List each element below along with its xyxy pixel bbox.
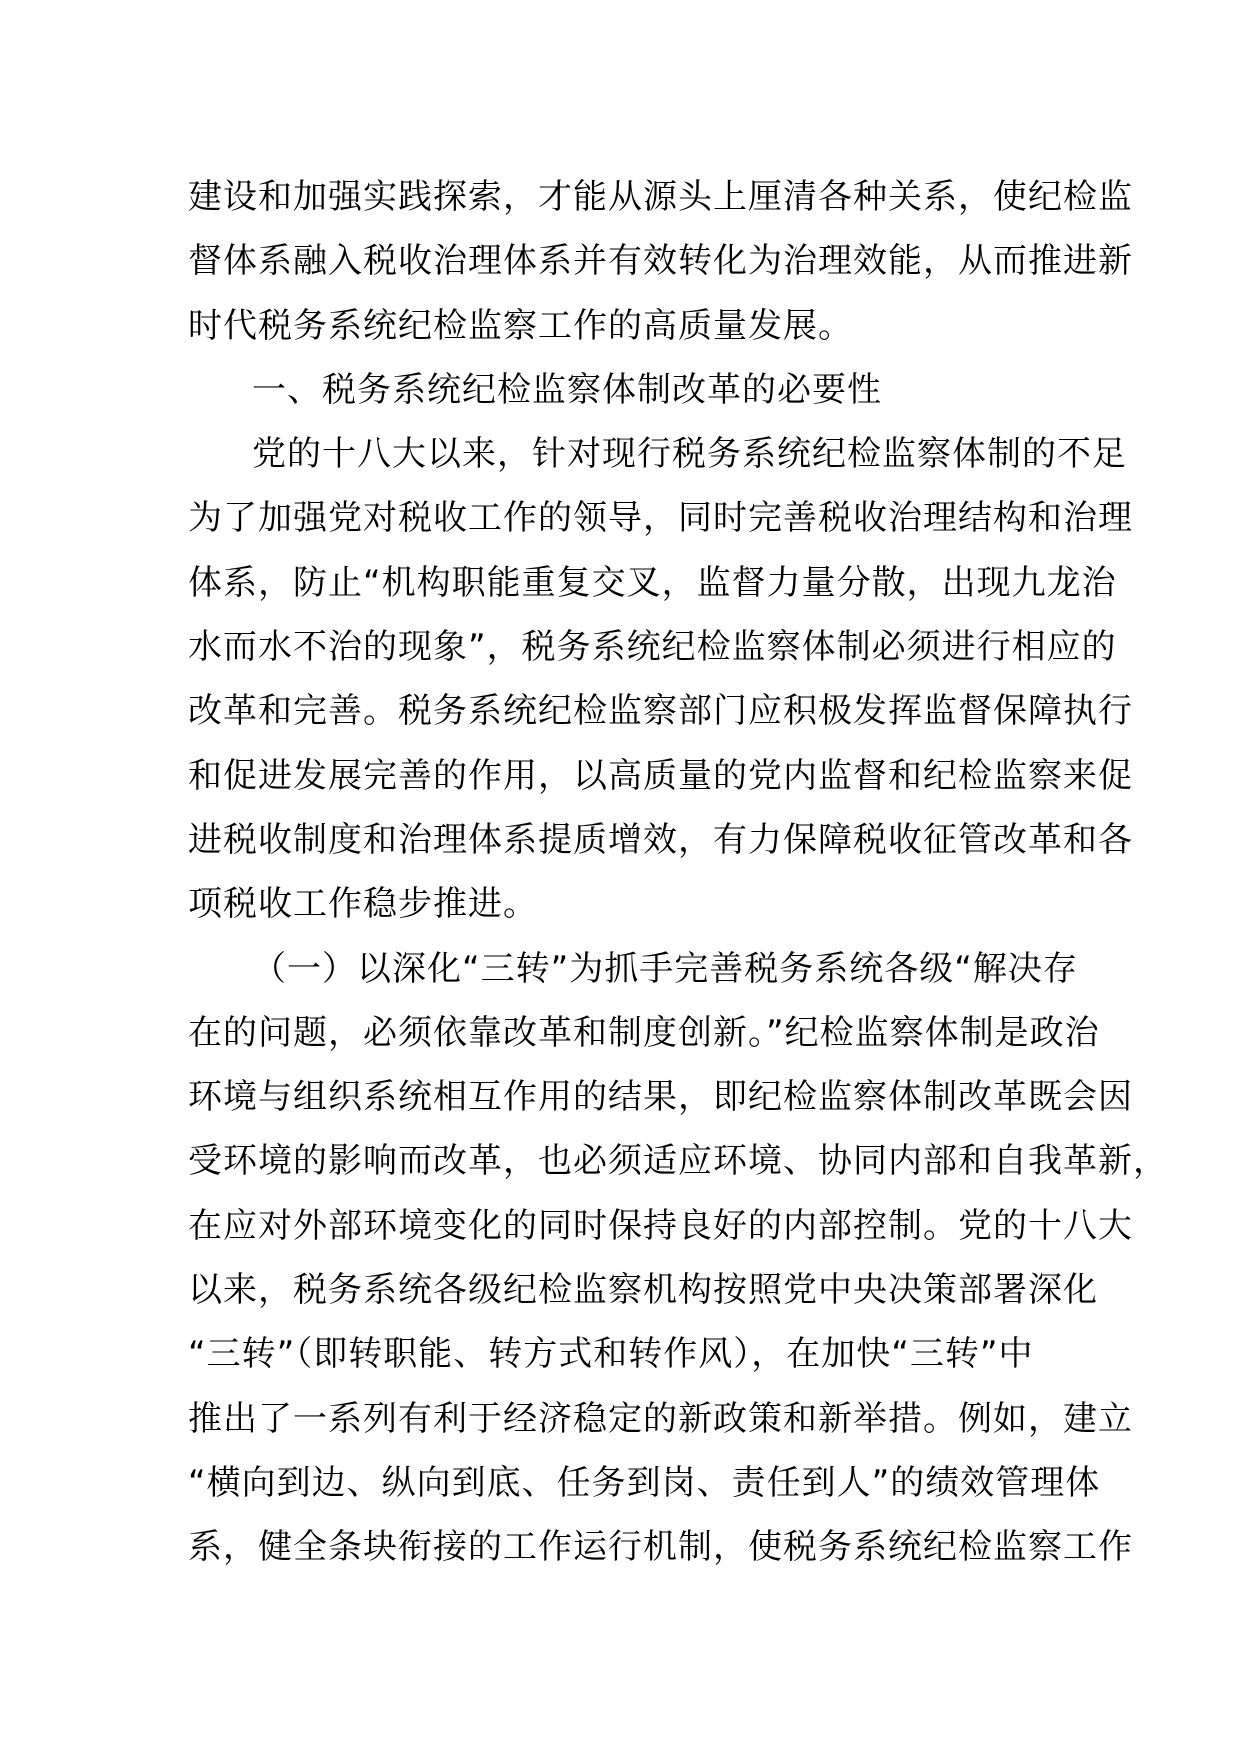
- text-line: 在的问题，必须依靠改革和制度创新。”纪检监察体制是政治: [188, 1012, 1100, 1053]
- text-line: 进税收制度和治理体系提质增效，有力保障税收征管改革和各: [188, 819, 1133, 860]
- text-line: 建设和加强实践探索，才能从源头上厘清各种关系，使纪检监: [188, 177, 1133, 217]
- text-line: 以来，税务系统各级纪检监察机构按照党中央决策部署深化: [188, 1270, 1098, 1311]
- text-line: 改革和完善。税务系统纪检监察部门应积极发挥监督保障执行: [188, 691, 1133, 732]
- text-line: 受环境的影响而改革，也必须适应环境、协同内部和自我革新，: [188, 1141, 1168, 1182]
- text-line: 项税收工作稳步推进。: [188, 884, 538, 925]
- text-line: 时代税务系统纪检监察工作的高质量发展。: [188, 305, 853, 346]
- text-line: “三转”（即转职能、转方式和转作风），在加快“三转”中: [188, 1334, 1034, 1375]
- text-line: 在应对外部环境变化的同时保持良好的内部控制。党的十八大: [188, 1205, 1133, 1246]
- text-line: “横向到边、纵向到底、任务到岗、责任到人”的绩效管理体: [188, 1462, 1101, 1503]
- text-line: 水而水不治的现象”，税务系统纪检监察体制必须进行相应的: [188, 627, 1117, 668]
- text-line: 系，健全条块衔接的工作运行机制，使税务系统纪检监察工作: [188, 1527, 1133, 1568]
- paragraph-start-line: 一、税务系统纪检监察体制改革的必要性: [252, 369, 882, 410]
- text-line: 为了加强党对税收工作的领导，同时完善税收治理结构和治理: [188, 498, 1133, 539]
- text-line: 体系，防止“机构职能重复交叉，监督力量分散，出现九龙治: [188, 562, 1117, 603]
- paragraph-start-line: （一）以深化“三转”为抓手完善税务系统各级“解决存: [252, 948, 1078, 989]
- text-line: 和促进发展完善的作用，以高质量的党内监督和纪检监察来促: [188, 755, 1133, 796]
- body-text: [188, 165, 1168, 1580]
- paragraph-start-line: 党的十八大以来，针对现行税务系统纪检监察体制的不足: [252, 434, 1127, 475]
- text-line: 环境与组织系统相互作用的结果，即纪检监察体制改革既会因: [188, 1077, 1133, 1118]
- text-line: 推出了一系列有利于经济稳定的新政策和新举措。例如，建立: [188, 1398, 1133, 1439]
- text-line: 督体系融入税收治理体系并有效转化为治理效能，从而推进新: [188, 241, 1133, 282]
